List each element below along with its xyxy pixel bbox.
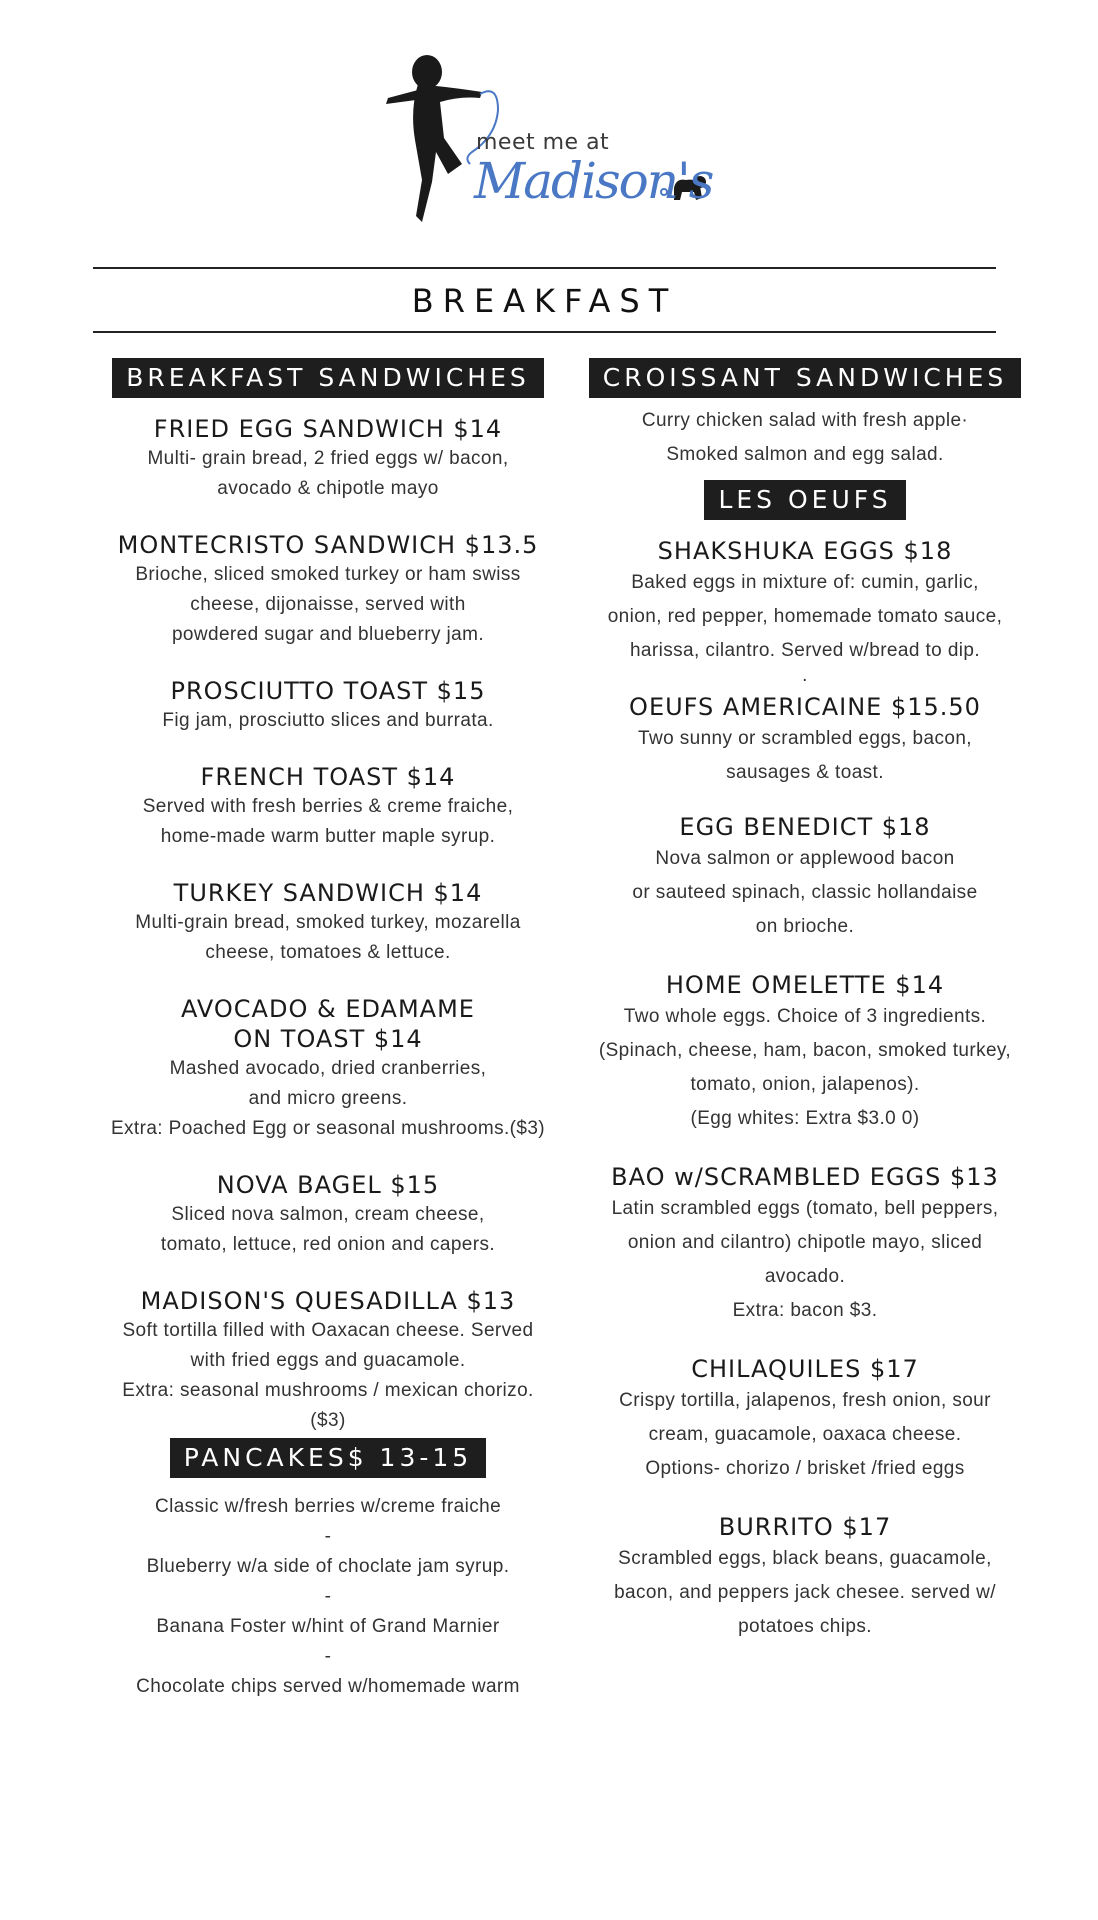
menu-item bbox=[585, 1354, 1025, 1486]
top-divider bbox=[93, 267, 996, 269]
menu-item bbox=[585, 536, 1025, 684]
menu-item bbox=[98, 1286, 558, 1436]
menu-item-desc: or sauteed spinach, classic hollandaise bbox=[632, 882, 978, 903]
menu-item-desc: powdered sugar and blueberry jam. bbox=[171, 624, 485, 645]
menu-item bbox=[98, 762, 558, 852]
menu-item-desc: with fried eggs and guacamole. bbox=[190, 1350, 466, 1371]
menu-item-name: CHILAQUILES $17 bbox=[691, 1355, 919, 1383]
pancake-separator: - bbox=[324, 1586, 332, 1607]
menu-item-desc: ($3) bbox=[310, 1410, 346, 1431]
menu-item-name: MADISON'S QUESADILLA $13 bbox=[140, 1287, 516, 1315]
menu-item-desc: home-made warm butter maple syrup. bbox=[160, 826, 496, 847]
menu-item-desc: Options- chorizo / brisket /fried eggs bbox=[645, 1458, 965, 1479]
pancake-separator: - bbox=[324, 1526, 332, 1547]
croissant-line: Smoked salmon and egg salad. bbox=[666, 444, 944, 465]
pancake-line: Blueberry w/a side of choclate jam syrup. bbox=[146, 1556, 510, 1577]
menu-item-desc: Soft tortilla filled with Oaxacan cheese. Served bbox=[122, 1320, 534, 1341]
menu-item-name: BURRITO $17 bbox=[718, 1513, 892, 1541]
menu-item-desc: Mashed avocado, dried cranberries, bbox=[169, 1058, 487, 1079]
menu-item-desc: Nova salmon or applewood bacon bbox=[655, 848, 955, 869]
menu-item-desc: Multi- grain bread, 2 fried eggs w/ bacon, bbox=[147, 448, 509, 469]
menu-item-desc: Extra: Poached Egg or seasonal mushrooms.($3) bbox=[110, 1118, 546, 1139]
menu-item-name: AVOCADO & EDAMAME bbox=[181, 995, 475, 1023]
menu-item-name: PROSCIUTTO TOAST $15 bbox=[170, 677, 486, 705]
madisons-logo bbox=[370, 40, 730, 240]
menu-item-name: BAO w/SCRAMBLED EGGS $13 bbox=[611, 1163, 999, 1191]
menu-item bbox=[98, 676, 558, 736]
menu-item-desc: avocado. bbox=[764, 1266, 846, 1287]
pancake-list bbox=[98, 1492, 558, 1702]
croissant-list bbox=[585, 404, 1025, 472]
menu-item-desc: Crispy tortilla, jalapenos, fresh onion, sour bbox=[619, 1390, 991, 1411]
menu-item bbox=[98, 994, 558, 1144]
menu-item-desc: Two whole eggs. Choice of 3 ingredients. bbox=[623, 1006, 987, 1027]
pancake-separator: - bbox=[324, 1646, 332, 1667]
section-heading-les-oeufs: LES OEUFS bbox=[704, 480, 905, 520]
menu-item-desc: Extra: seasonal mushrooms / mexican chorizo. bbox=[122, 1380, 534, 1401]
croissant-line: Curry chicken salad with fresh apple· bbox=[641, 410, 969, 431]
menu-item bbox=[585, 1512, 1025, 1644]
menu-item bbox=[98, 414, 558, 504]
pancake-line: Classic w/fresh berries w/creme fraiche bbox=[154, 1496, 502, 1517]
menu-item-name: OEUFS AMERICAINE $15.50 bbox=[629, 693, 981, 721]
menu-item-desc: Extra: bacon $3. bbox=[732, 1300, 878, 1321]
menu-item bbox=[585, 812, 1025, 944]
menu-item-desc: Latin scrambled eggs (tomato, bell peppers, bbox=[611, 1198, 999, 1219]
menu-item-desc: Two sunny or scrambled eggs, bacon, bbox=[637, 728, 972, 749]
menu-item-name: TURKEY SANDWICH $14 bbox=[173, 879, 483, 907]
menu-item-desc: on brioche. bbox=[755, 916, 855, 937]
menu-item-name: MONTECRISTO SANDWICH $13.5 bbox=[117, 531, 539, 559]
menu-item-desc: Served with fresh berries & creme fraiche, bbox=[142, 796, 514, 817]
menu-item-desc: potatoes chips. bbox=[738, 1616, 872, 1637]
left-column bbox=[98, 358, 558, 1702]
menu-item-desc: Multi-grain bread, smoked turkey, mozarella bbox=[135, 912, 521, 933]
pancake-line: Banana Foster w/hint of Grand Marnier bbox=[156, 1616, 500, 1637]
menu-item bbox=[98, 878, 558, 968]
menu-item-name: HOME OMELETTE $14 bbox=[665, 971, 945, 999]
menu-item-name: NOVA BAGEL $15 bbox=[216, 1171, 440, 1199]
logo-script-name: Madison's bbox=[474, 152, 713, 210]
menu-item-desc: Brioche, sliced smoked turkey or ham swiss bbox=[135, 564, 521, 585]
menu-item-name-line2: ON TOAST $14 bbox=[233, 1025, 423, 1053]
pancake-line: Chocolate chips served w/homemade warm bbox=[136, 1676, 520, 1697]
menu-item-desc: harissa, cilantro. Served w/bread to dip. bbox=[629, 640, 981, 661]
menu-item-desc: sausages & toast. bbox=[726, 762, 884, 783]
menu-item bbox=[585, 692, 1025, 790]
menu-item-desc: cheese, tomatoes & lettuce. bbox=[205, 942, 451, 963]
section-heading-croissant-sandwiches: CROISSANT SANDWICHES bbox=[589, 358, 1022, 398]
menu-item-desc: avocado & chipotle mayo bbox=[217, 478, 439, 499]
menu-item bbox=[98, 530, 558, 650]
menu-item-name: FRENCH TOAST $14 bbox=[200, 763, 456, 791]
menu-item-desc: tomato, onion, jalapenos). bbox=[690, 1074, 920, 1095]
menu-item-desc: Baked eggs in mixture of: cumin, garlic, bbox=[631, 572, 979, 593]
menu-item-desc: (Egg whites: Extra $3.0 0) bbox=[690, 1108, 920, 1129]
menu-item bbox=[585, 970, 1025, 1136]
section-heading-pancakes: PANCAKES$ 13-15 bbox=[170, 1438, 486, 1478]
menu-item-desc: and micro greens. bbox=[248, 1088, 408, 1109]
menu-item-name: SHAKSHUKA EGGS $18 bbox=[657, 537, 953, 565]
page-title: BREAKFAST bbox=[411, 282, 678, 320]
menu-item bbox=[98, 1170, 558, 1260]
menu-item-name: EGG BENEDICT $18 bbox=[679, 813, 931, 841]
menu-item-desc: cream, guacamole, oaxaca cheese. bbox=[648, 1424, 962, 1445]
menu-item-desc: bacon, and peppers jack chesee. served w/ bbox=[614, 1582, 996, 1603]
bottom-divider bbox=[93, 331, 996, 333]
section-heading-breakfast-sandwiches: BREAKFAST SANDWICHES bbox=[112, 358, 544, 398]
menu-item-desc: Fig jam, prosciutto slices and burrata. bbox=[162, 710, 494, 731]
menu-item-desc: Sliced nova salmon, cream cheese, bbox=[171, 1204, 485, 1225]
menu-item-desc: . bbox=[802, 665, 808, 686]
right-column bbox=[585, 358, 1025, 1644]
menu-item-desc: onion, red pepper, homemade tomato sauce, bbox=[607, 606, 1003, 627]
menu-item-desc: Scrambled eggs, black beans, guacamole, bbox=[618, 1548, 992, 1569]
menu-item-desc: (Spinach, cheese, ham, bacon, smoked turkey, bbox=[598, 1040, 1012, 1061]
menu-item-desc: onion and cilantro) chipotle mayo, sliced bbox=[627, 1232, 983, 1253]
menu-item-desc: tomato, lettuce, red onion and capers. bbox=[160, 1234, 496, 1255]
menu-item-name: FRIED EGG SANDWICH $14 bbox=[153, 415, 503, 443]
menu-item-desc: cheese, dijonaisse, served with bbox=[190, 594, 466, 615]
logo-tagline: meet me at bbox=[476, 130, 610, 155]
menu-item bbox=[585, 1162, 1025, 1328]
